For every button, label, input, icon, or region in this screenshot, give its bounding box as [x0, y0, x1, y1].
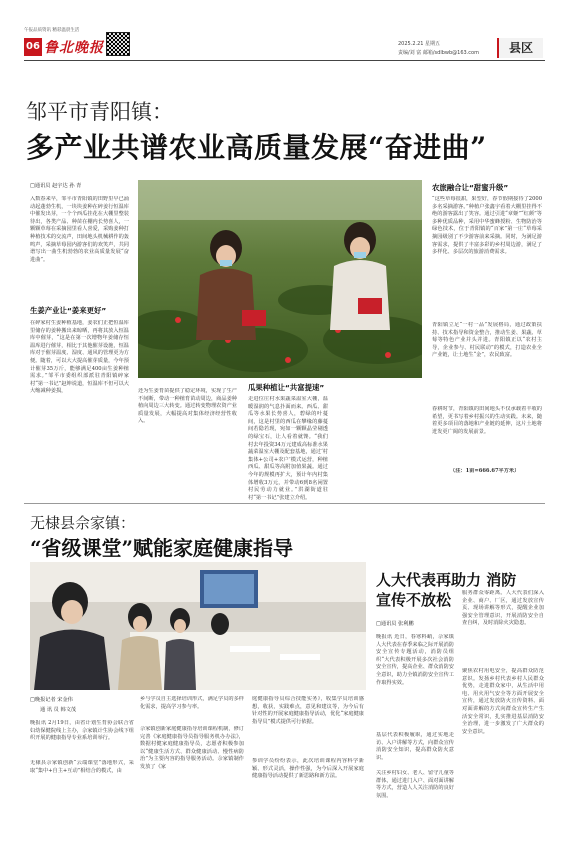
- strawberry-picking-photo: [138, 180, 422, 378]
- article1-byline: □通讯员 赵宇达 孙 青: [30, 183, 82, 189]
- article3-para7: 聚焦农村用电安全，提高群众防范意识。发扬乡村代表乡村人民群众优势，走进群众家中，从生活中用电、用火用气安全等方面开展安全宣传，通过发放防火宣传资料、面对面讲解的方式向群众宣传生产生活安全常识，扎实推进基层消防安全治理，进一步激发了广大群众的安全意识。: [462, 668, 544, 735]
- section-label: 县区: [497, 38, 543, 58]
- article2-title: “省级课堂”赋能家庭健康指导: [30, 536, 294, 560]
- article3-para2: 基层代表积极履职，通过实地走访、入户讲解等方式，向群众宣传消防安全知识，提高群众防火意识。: [376, 732, 454, 761]
- section-divider: [24, 503, 545, 504]
- article3-title: 人大代表再助力 消防宣传不放松: [376, 571, 517, 609]
- page-number: 06: [24, 38, 42, 56]
- article2-para1: 晚报讯 2月19日，由省计划生育协会联合省妇幼保健院线上主办，佘家镇计生协会线下组织开展的健康指导专业系培训举行。: [30, 720, 134, 742]
- article1-section3-text-3: 春耕时节，青阳镇的田间地头不仅承载着丰收的希望，更书写着乡村振兴的生动实践。未来，随着更多项目的落地和产业链的延伸，这片土地将迸发更广阔的发展前景。: [432, 406, 542, 435]
- article3-para1: 晚报讯 近日，春寒料峭，佘家镇人大代表在春季来临之际开展消防安全宣传专题活动，消防员组织“大代表积极开展多次社会消防安全宣传，提高企业、群众消防安全意识，助力全镇消防安全宣传工作取得实效。: [376, 634, 454, 686]
- article2-para5: 庭健康指导员综合技能实务》，收集学员培训感想，收获，实践难点，意见和建议等，为今后有针对性的开展家庭健康指导活动，优化“家庭健康指导员”模式提供可行依据。: [252, 696, 364, 725]
- article1-lead: 入数春来早，邹平市青阳镇的田野里早已涌动起蓬勃生机，一块块姜种在碎姜行恒温库中催发出芽，一个个西瓜挂花在大棚里整装待出，各类产品、种苗在棚内长势喜人，一颗颗草莓在采摘园里看人喜爱，采购姜种打种植技术的交流声，田间地头机械耕作的轰鸣声，采摘草莓园内游客们的欢笑声，共同谱写出一曲生机勃勃的农业高质量发展“奋进曲”。: [30, 196, 129, 263]
- article2-para2: 无棣县佘家镇创新“云端课堂”落地形式，采取“集中+自主+互动”相结合的模式，由: [30, 760, 134, 774]
- article2-byline-correspondent: 通 讯 员 韩文茂: [40, 707, 77, 713]
- article1-section3-text-2: 青阳镇立足“一村一品”发展格局，通过政策扶持、技术指导和资金整合，推动生姜、果蔬、草莓等特色产业并头并进。青阳镇正以“农村主导，企业参与、村民联动”的模式，打造农业全产业链，让土地生“金”，农民致富。: [432, 322, 542, 359]
- article1-kicker: 邹平市青阳镇：: [26, 100, 173, 124]
- article3-para4: 关注乡村妇女、老人、留守儿童等群体，通过进门入户、面对面讲解等方式，营造人人关注消防的良好氛围。: [376, 770, 454, 799]
- article1-section1-text: 在碎家村生姜种植基地，姜农们正把恒温库里储存的姜种搬出来晾晒，再将其放入恒温库中催芽，“这是在第一次增物年姜储存恒温库进行催芽，相比于其他催芽设施，恒温库对于催芽温度、湿度、通风的管理更为方便。随着，可以大大提高催芽质量，今年预计催芽35万斤，能够满足400亩生姜种植需求。”邹平市委组织部派驻青阳镇碎家村“第一书记”赵坤说道，恒温库不但可以大大缩减种姜损，: [30, 320, 129, 395]
- qr-code-icon: [106, 32, 130, 56]
- article3-byline: □通讯员 张利鹏: [376, 621, 414, 627]
- article1-section3-text: “这些草莓很甜，果型好，春节假期接待了2000多名采摘游客。”种植户张鑫宇看着大棚里挂得不绝的游客露出了笑容。通过引进“章姬”“红颜”等多种优质品种，采用中华蜜蜂授粉、生物防治等绿色技术，位于青阳镇的“百家”第一庄“草莓采摘园级别了不少游客前来采摘。同时，为满足游客需求，提供了丰富多彩的乡村周边游，满足了多样化、多层次的旅游消费需求。: [432, 196, 542, 256]
- header-editor: 责编/刘 富 邮箱/sdlbwb@163.com: [398, 50, 479, 56]
- article2-para4: 佘家镇创新家庭健康指导培训课程机制，修订完善《家庭健康指导员指导服务机办办法》，数据村健家庭健康指导员，志愿者积极参加以“健康生活方式、群众健康活动、慢性病防治”为主要内容的指导服务活动。佘家镇制作发放了《家: [140, 726, 244, 770]
- article2-para3: 乡与学员自主选择培训形式，满足学员的多样化需求，提高学习参与率。: [140, 696, 244, 710]
- article2-byline-reporter: □晚报记者 宋金伟: [30, 697, 73, 703]
- article1-section2-text-a: 走进位庄村水果蔬菜温室大棚，温暖湿润的气息扑面而来。西瓜、甜瓜等水果长势喜人，碧绿的叶蔓间，这是村里的西瓜在攀缘的藤蔓间若隐若现，宛如一颗颗晶莹剔透的绿宝石，让人看着就馋。“我们村去年投资34万元建成高标准水果蔬菜温室大棚及配套基地，通过‘村集体+公司+农户’模式运营，种植西瓜、甜瓜等高附加值果蔬。通过今年的规模再扩大，预计年内村集体增收3万元，并带动6到8名闲置村民劳动力就业。”洪湖街道驻村“第一书记”张建立介绍。: [248, 396, 328, 500]
- header-top-note: 午报品质资讯 精彩温晨生活: [24, 28, 80, 33]
- article1-subhead-fruit: 瓜果种植让“共富提速”: [248, 383, 325, 392]
- article2-kicker: 无棣县佘家镇：: [30, 514, 136, 532]
- article2-para6: 参训学员纷纷表示，此次培训课程内容科学新颖、形式灵活，操作性强，为今后深入开展家庭健康指导活动提供了新思路和新方法。: [252, 758, 364, 780]
- article1-footnote: （注：1亩=666.67平方米）: [450, 468, 520, 474]
- classroom-photo: [30, 562, 366, 690]
- article1-title: 多产业共谱农业高质量发展“奋进曲”: [26, 131, 487, 164]
- paper-name: 鲁北晚报: [44, 40, 104, 56]
- header-divider: [24, 60, 545, 61]
- header-date: 2025.2.21 星期五: [398, 41, 441, 47]
- article3-para3: 服务群众零距离。人大代表们深入企业、商户、厂区，通过发放宣传页、现场讲解等形式，提醒企业加强安全管理意识，开展消防安全自查自纠，及时消除火灾隐患。: [462, 590, 544, 627]
- article1-subhead-agritourism: 农旅融合让“甜蜜升级”: [432, 183, 509, 192]
- article1-section1-text-cont: 还为生姜育苗提供了稳定环境，实现了生产不间断，带动一种植育苗动周边，商品姜种植向周边三大转变。通过转变物理农资产业质量发展，大幅提高对集体经济经营性收入。: [138, 388, 237, 425]
- article1-subhead-ginger: 生姜产业让“姜来更好”: [30, 306, 107, 315]
- article1-section2-text-b: [338, 382, 422, 500]
